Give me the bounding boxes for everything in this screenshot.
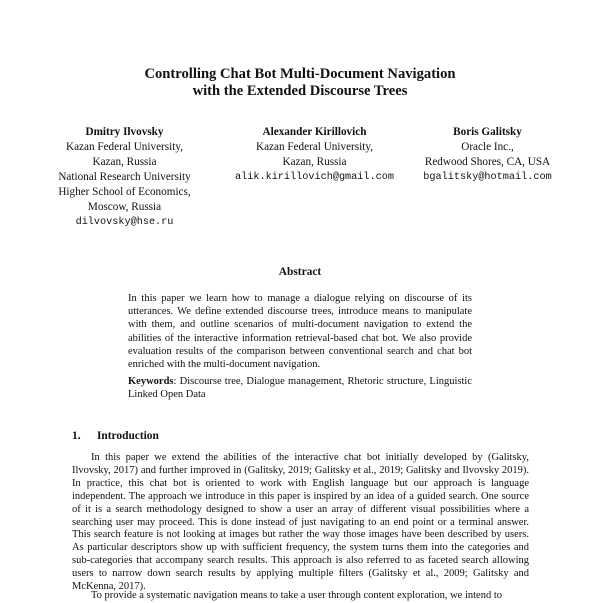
author-email: bgalitsky@hotmail.com — [423, 172, 552, 183]
section-number: 1. — [72, 430, 81, 442]
abstract-text: In this paper we learn how to manage a dialogue relying on discourse of its utterances. We define extended discourse trees, introduce means to manipulate with them, and outline scenarios of multi-document navigation to extend the abilities of the interactive information retrieval-based chat bot. We also provide evaluation results of the comparison between conventional search and chat bot enriched with the multi-document navigation. — [128, 293, 472, 371]
author-affiliation-line: National Research University — [58, 171, 191, 183]
author-name: Dmitry Ilvovsky — [85, 126, 164, 138]
author-block-galitsky — [405, 125, 570, 185]
keywords — [128, 375, 472, 401]
author-affiliation-line: Moscow, Russia — [87, 201, 162, 213]
author-email: dilvovsky@hse.ru — [75, 217, 174, 228]
keywords-label: Keywords — [128, 376, 174, 387]
author-affiliation-line: Redwood Shores, CA, USA — [424, 156, 551, 168]
title-line-1: Controlling Chat Bot Multi-Document Navigation — [144, 66, 456, 82]
section-title: Introduction — [97, 430, 159, 442]
author-email: alik.kirillovich@gmail.com — [235, 172, 394, 183]
author-name: Alexander Kirillovich — [262, 126, 367, 138]
author-affiliation-line: Kazan, Russia — [282, 156, 347, 168]
author-name: Boris Galitsky — [453, 126, 522, 138]
author-affiliation-line: Higher School of Economics, — [58, 186, 191, 198]
intro-paragraph-1: In this paper we extend the abilities of the interactive chat bot initially developed by (Galitsky, Ilvovsky, 2017) and further improved in (Galitsky, 2019; Galitsky et al., 2019; Galitsky and Ilvovsky 2019). In practice, this chat bot is oriented to work with English language but our approach is language independent. The approach we introduce in this paper is inspired by an idea of a guided search. One source of it is a search methodology designed to show a user an array of different visual possibilities where a searching user may proceed. This is done instead of just navigating to an end point or a terminal answer. This search feature is not looking at images but rather the way those images have been described by users. As particular descriptors show up with sufficient frequency, the system turns them into the categories and sub-categories that accompany search results. This approach is also referred to as faceted search allowing users to narrow down search results by applying multiple filters (Galitsky et al., 2009; Galitsky and McKenna, 2017). — [72, 452, 529, 593]
author-block-kirillovich — [222, 125, 407, 185]
author-block-ilvovsky — [42, 125, 207, 230]
paper-title — [0, 66, 600, 100]
author-affiliation-line: Kazan, Russia — [92, 156, 157, 168]
abstract-heading: Abstract — [278, 266, 322, 278]
section-heading-introduction — [72, 430, 159, 442]
keywords-text: : Discourse tree, Dialogue management, Rhetoric structure, Linguistic Linked Open Data — [128, 376, 472, 401]
author-affiliation-line: Oracle Inc., — [461, 141, 514, 153]
title-line-2: with the Extended Discourse Trees — [192, 83, 408, 99]
author-affiliation-line: Kazan Federal University, — [255, 141, 373, 153]
author-affiliation-line: Kazan Federal University, — [65, 141, 183, 153]
intro-paragraph-2: To provide a systematic navigation means to take a user through content exploration, we intend to — [91, 590, 502, 601]
